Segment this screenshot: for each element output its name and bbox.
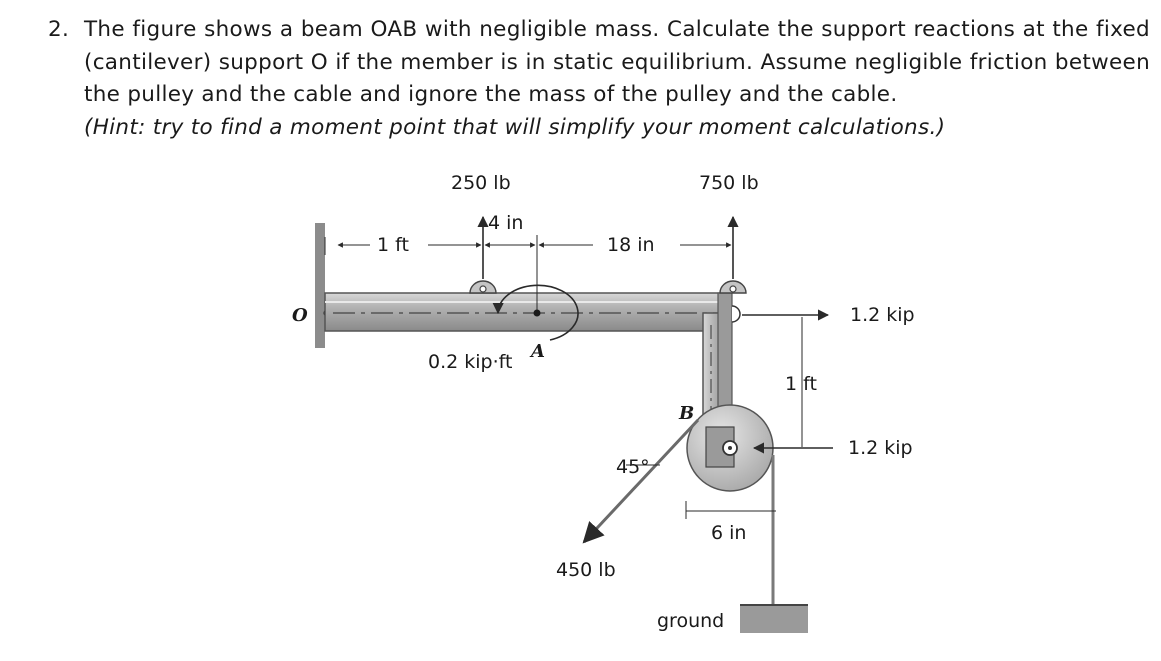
beam-diagram (288, 165, 915, 655)
bracket-right-pin (730, 286, 736, 292)
force-450-label: 450 lb (556, 559, 616, 581)
problem-statement (40, 14, 1150, 144)
pulley-top (732, 306, 740, 322)
dim-18in-label: 18 in (607, 234, 655, 256)
force-250-label: 250 lb (451, 172, 511, 194)
problem-number: 2. (48, 17, 70, 42)
dim-4in-label: 4 in (488, 212, 524, 234)
fixed-wall (315, 223, 325, 348)
force-750-label: 750 lb (699, 172, 759, 194)
problem-hint: (Hint: try to find a moment point that will simplify your moment calculations.) (84, 114, 946, 140)
dim-6in-label: 6 in (711, 522, 747, 544)
beam-figure (288, 165, 915, 655)
pulley-axle-center (728, 446, 732, 450)
tension-top-label: 1.2 kip (850, 304, 915, 326)
angle-label: 45° (616, 456, 650, 478)
force-450-arrow (584, 420, 698, 542)
dim-1ft-right-label: 1 ft (785, 373, 817, 395)
point-a-dot (534, 310, 541, 317)
beam-horizontal (325, 293, 729, 331)
dim-1ft-left-label: 1 ft (377, 234, 409, 256)
tension-bottom-label: 1.2 kip (848, 437, 913, 459)
ground-block (740, 605, 808, 633)
moment-label: 0.2 kip·ft (428, 351, 513, 373)
ground-label: ground (657, 610, 725, 632)
point-b-label: B (679, 403, 695, 424)
point-o-label: O (292, 305, 308, 326)
problem-body: The figure shows a beam OAB with negligible mass. Calculate the support reactions at the fixed (cantilever) support O if the member is in static equilibrium. Assume negligible friction between the pulley and the cable and ignore the mass of the pulley and the cable. (84, 17, 1150, 107)
bracket-a-pin (480, 286, 486, 292)
point-a-label: A (531, 341, 545, 362)
